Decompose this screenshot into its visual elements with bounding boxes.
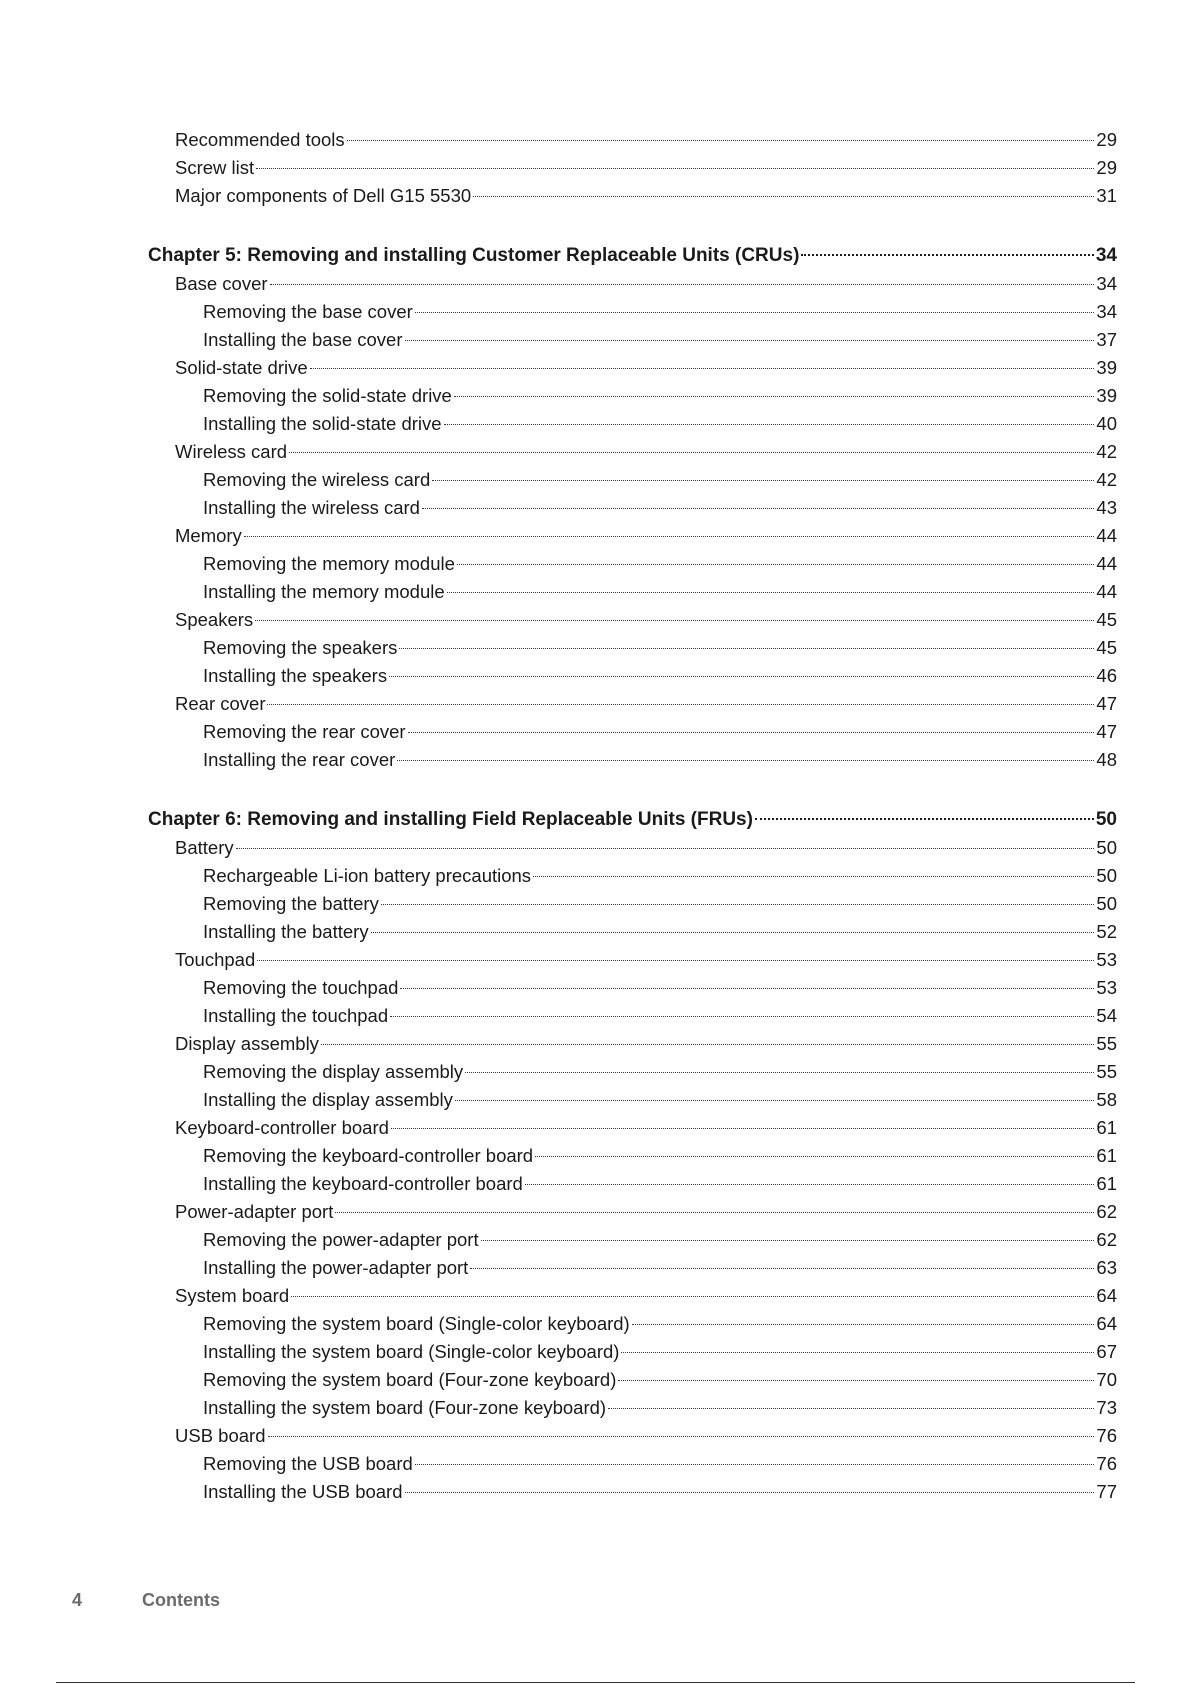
toc-entry[interactable] [148,1394,1117,1422]
table-of-contents [148,126,1117,1506]
dot-leader [608,1408,1094,1409]
toc-entry-label[interactable]: System board [175,1285,290,1306]
toc-entry-page-number[interactable]: 76 [1096,1425,1117,1446]
toc-entry-page-number[interactable]: 54 [1096,1005,1117,1026]
toc-entry[interactable] [148,154,1117,182]
toc-entry-label[interactable]: Removing the rear cover [203,721,406,742]
toc-entry[interactable] [148,1002,1117,1030]
dot-leader [400,988,1094,989]
toc-entry-page-number[interactable]: 61 [1096,1117,1117,1138]
toc-entry[interactable] [148,126,1117,154]
toc-entry-label[interactable]: Installing the solid-state drive [203,413,442,434]
toc-entry-label[interactable]: Removing the display assembly [203,1061,464,1082]
toc-entry-label[interactable]: Installing the USB board [203,1481,403,1502]
toc-entry-label[interactable]: Rechargeable Li-ion battery precautions [203,865,532,886]
toc-entry[interactable] [148,1254,1117,1282]
toc-entry[interactable] [148,1450,1117,1478]
toc-entry-page-number[interactable]: 29 [1096,129,1117,150]
toc-entry-label[interactable]: Installing the wireless card [203,497,420,518]
toc-entry[interactable] [148,1226,1117,1254]
toc-entry-page-number[interactable]: 52 [1096,921,1117,942]
dot-leader [399,648,1094,649]
toc-entry-page-number[interactable]: 73 [1096,1397,1117,1418]
toc-entry-label[interactable]: Removing the touchpad [203,977,399,998]
toc-entry-page-number[interactable]: 58 [1096,1089,1117,1110]
dot-leader [381,904,1095,905]
toc-entry[interactable] [148,1086,1117,1114]
toc-entry[interactable] [148,182,1117,210]
toc-entry[interactable] [148,1198,1117,1226]
dot-leader [422,508,1094,509]
toc-entry[interactable] [148,918,1117,946]
toc-entry-page-number[interactable]: 76 [1096,1453,1117,1474]
toc-entry[interactable] [148,298,1117,326]
toc-entry-label[interactable]: Installing the power-adapter port [203,1257,469,1278]
dot-leader [390,1016,1094,1017]
toc-entry-label[interactable]: Installing the speakers [203,665,388,686]
toc-entry-page-number[interactable]: 44 [1096,525,1117,546]
footer-section-title: Contents [142,1590,220,1610]
toc-entry-label[interactable]: Display assembly [175,1033,319,1054]
dot-leader [270,284,1095,285]
dot-leader [432,480,1094,481]
toc-entry[interactable] [148,634,1117,662]
toc-entry-page-number[interactable]: 44 [1096,581,1117,602]
toc-entry[interactable] [148,946,1117,974]
toc-entry[interactable] [148,718,1117,746]
toc-entry-page-number[interactable]: 50 [1095,809,1117,830]
toc-entry-page-number[interactable]: 47 [1096,721,1117,742]
toc-entry-page-number[interactable]: 44 [1096,553,1117,574]
dot-leader [291,1296,1094,1297]
dot-leader [470,1268,1094,1269]
dot-leader [405,340,1095,341]
toc-entry[interactable] [148,890,1117,918]
toc-entry-page-number[interactable]: 55 [1096,1061,1117,1082]
toc-entry-page-number[interactable]: 61 [1096,1173,1117,1194]
toc-entry-page-number[interactable]: 31 [1096,185,1117,206]
dot-leader [256,168,1094,169]
toc-entry[interactable] [148,1114,1117,1142]
toc-entry-page-number[interactable]: 61 [1096,1145,1117,1166]
toc-entry[interactable] [148,354,1117,382]
toc-entry-label[interactable]: Removing the system board (Four-zone keyboard) [203,1369,617,1390]
toc-entry[interactable] [148,606,1117,634]
toc-entry-label[interactable]: Removing the solid-state drive [203,385,452,406]
dot-leader [444,424,1095,425]
toc-entry-page-number[interactable]: 46 [1096,665,1117,686]
bottom-divider [56,1682,1135,1683]
toc-entry[interactable] [148,746,1117,774]
toc-entry[interactable] [148,1338,1117,1366]
toc-entry-page-number[interactable]: 50 [1096,893,1117,914]
page-footer [72,1590,220,1611]
toc-entry[interactable] [148,662,1117,690]
toc-entry-page-number[interactable]: 50 [1096,837,1117,858]
dot-leader [255,620,1094,621]
toc-entry-label[interactable]: Major components of Dell G15 5530 [175,185,472,206]
toc-entry-page-number[interactable]: 34 [1096,301,1117,322]
toc-entry-page-number[interactable]: 42 [1096,441,1117,462]
dot-leader [457,564,1095,565]
dot-leader [335,1212,1094,1213]
toc-entry[interactable] [148,466,1117,494]
toc-entry[interactable] [148,1310,1117,1338]
dot-leader [236,848,1095,849]
toc-entry-page-number[interactable]: 29 [1096,157,1117,178]
toc-entry-page-number[interactable]: 50 [1096,865,1117,886]
dot-leader [257,960,1094,961]
toc-entry-label[interactable]: Speakers [175,609,254,630]
toc-entry[interactable] [148,410,1117,438]
toc-entry[interactable] [148,974,1117,1002]
toc-entry-label[interactable]: Removing the power-adapter port [203,1229,479,1250]
dot-leader [415,1464,1095,1465]
toc-entry-page-number[interactable]: 40 [1096,413,1117,434]
toc-entry-page-number[interactable]: 64 [1096,1313,1117,1334]
dot-leader [525,1184,1095,1185]
toc-entry-label[interactable]: Installing the touchpad [203,1005,389,1026]
dot-leader [801,254,1093,256]
toc-entry-page-number[interactable]: 47 [1096,693,1117,714]
toc-chapter-entry[interactable] [148,806,1117,834]
dot-leader [755,818,1094,820]
toc-entry[interactable] [148,550,1117,578]
toc-entry-page-number[interactable]: 67 [1096,1341,1117,1362]
toc-entry-page-number[interactable]: 37 [1096,329,1117,350]
toc-entry-label[interactable]: Installing the display assembly [203,1089,453,1110]
toc-entry[interactable] [148,578,1117,606]
dot-leader [455,1100,1095,1101]
toc-entry-page-number[interactable]: 64 [1096,1285,1117,1306]
toc-entry-page-number[interactable]: 34 [1096,273,1117,294]
toc-entry[interactable] [148,1478,1117,1506]
dot-leader [321,1044,1094,1045]
toc-entry-label[interactable]: Keyboard-controller board [175,1117,389,1138]
toc-entry-label[interactable]: Removing the keyboard-controller board [203,1145,534,1166]
toc-entry[interactable] [148,834,1117,862]
toc-entry[interactable] [148,438,1117,466]
toc-entry-page-number[interactable]: 77 [1096,1481,1117,1502]
dot-leader [405,1492,1095,1493]
toc-entry-label[interactable]: Removing the USB board [203,1453,413,1474]
dot-leader [465,1072,1094,1073]
toc-entry[interactable] [148,1142,1117,1170]
toc-entry-label[interactable]: Installing the base cover [203,329,403,350]
toc-entry-label[interactable]: Installing the keyboard-controller board [203,1173,523,1194]
toc-entry-page-number[interactable]: 34 [1095,245,1117,266]
toc-entry-page-number[interactable]: 48 [1096,749,1117,770]
toc-entry[interactable] [148,1282,1117,1310]
toc-entry-page-number[interactable]: 62 [1096,1229,1117,1250]
toc-entry[interactable] [148,494,1117,522]
dot-leader [289,452,1094,453]
toc-entry-label[interactable]: Solid-state drive [175,357,308,378]
toc-entry-label[interactable]: Chapter 5: Removing and installing Customer Replaceable Units (CRUs) [148,245,800,266]
toc-entry[interactable] [148,1422,1117,1450]
toc-entry[interactable] [148,690,1117,718]
toc-entry-page-number[interactable]: 53 [1096,977,1117,998]
toc-entry[interactable] [148,1058,1117,1086]
dot-leader [397,760,1094,761]
dot-leader [447,592,1095,593]
dot-leader [415,312,1095,313]
toc-entry-label[interactable]: Removing the wireless card [203,469,431,490]
toc-entry-page-number[interactable]: 62 [1096,1201,1117,1222]
toc-entry-page-number[interactable]: 39 [1096,385,1117,406]
toc-entry-label[interactable]: Installing the rear cover [203,749,396,770]
toc-entry-label[interactable]: Removing the memory module [203,553,455,574]
toc-entry[interactable] [148,862,1117,890]
dot-leader [618,1380,1094,1381]
toc-entry-label[interactable]: Installing the system board (Four-zone keyboard) [203,1397,607,1418]
dot-leader [473,196,1094,197]
toc-entry-label[interactable]: Battery [175,837,234,858]
toc-entry[interactable] [148,382,1117,410]
toc-entry-page-number[interactable]: 70 [1096,1369,1117,1390]
toc-entry-label[interactable]: Installing the memory module [203,581,445,602]
dot-leader [533,876,1094,877]
toc-entry-page-number[interactable]: 43 [1096,497,1117,518]
toc-entry-label[interactable]: Screw list [175,157,255,178]
toc-entry[interactable] [148,326,1117,354]
toc-entry[interactable] [148,1366,1117,1394]
footer-page-number: 4 [72,1590,83,1610]
toc-entry-label[interactable]: Wireless card [175,441,288,462]
dot-leader [389,676,1094,677]
toc-entry[interactable] [148,1170,1117,1198]
dot-leader [621,1352,1094,1353]
toc-entry-page-number[interactable]: 39 [1096,357,1117,378]
toc-entry-page-number[interactable]: 63 [1096,1257,1117,1278]
toc-entry-page-number[interactable]: 45 [1096,609,1117,630]
dot-leader [391,1128,1095,1129]
toc-entry-label[interactable]: Recommended tools [175,129,345,150]
dot-leader [267,704,1094,705]
toc-entry[interactable] [148,522,1117,550]
dot-leader [632,1324,1095,1325]
toc-entry-label[interactable]: Chapter 6: Removing and installing Field Replaceable Units (FRUs) [148,809,753,830]
toc-entry-label[interactable]: Touchpad [175,949,256,970]
toc-entry-label[interactable]: Removing the battery [203,893,379,914]
dot-leader [481,1240,1095,1241]
toc-entry-label[interactable]: Installing the system board (Single-color keyboard) [203,1341,620,1362]
toc-entry-label[interactable]: Removing the system board (Single-color keyboard) [203,1313,630,1334]
toc-entry-page-number[interactable]: 45 [1096,637,1117,658]
toc-entry-page-number[interactable]: 53 [1096,949,1117,970]
toc-entry-page-number[interactable]: 42 [1096,469,1117,490]
toc-entry-label[interactable]: Base cover [175,273,268,294]
dot-leader [371,932,1095,933]
toc-entry-label[interactable]: Memory [175,525,242,546]
dot-leader [408,732,1095,733]
toc-entry-label[interactable]: Installing the battery [203,921,369,942]
toc-entry-label[interactable]: Removing the speakers [203,637,398,658]
dot-leader [454,396,1095,397]
dot-leader [347,140,1095,141]
toc-entry-label[interactable]: Removing the base cover [203,301,413,322]
toc-chapter-entry[interactable] [148,242,1117,270]
toc-entry-label[interactable]: Power-adapter port [175,1201,334,1222]
dot-leader [268,1436,1095,1437]
dot-leader [310,368,1095,369]
toc-entry-page-number[interactable]: 55 [1096,1033,1117,1054]
toc-entry[interactable] [148,270,1117,298]
toc-entry[interactable] [148,1030,1117,1058]
toc-entry-label[interactable]: USB board [175,1425,266,1446]
toc-entry-label[interactable]: Rear cover [175,693,266,714]
dot-leader [244,536,1095,537]
dot-leader [535,1156,1094,1157]
